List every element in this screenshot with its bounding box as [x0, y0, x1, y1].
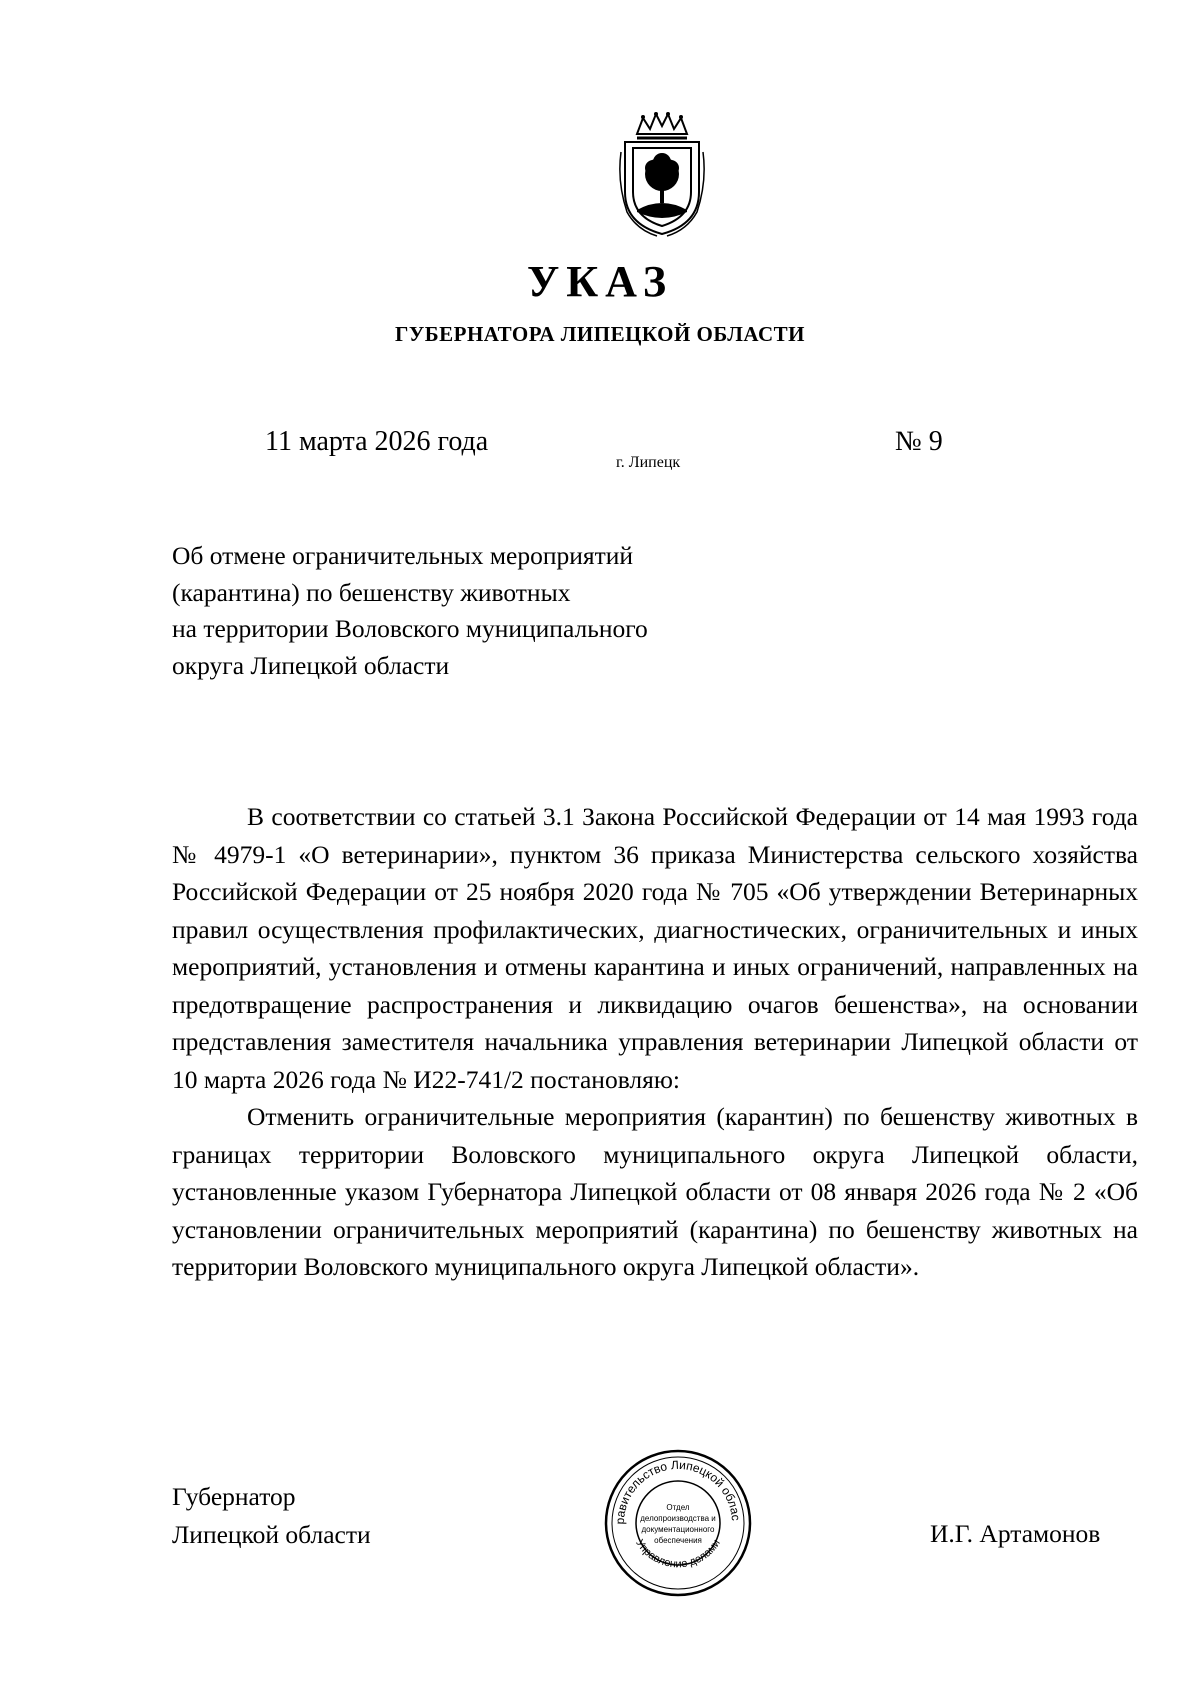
document-title: УКАЗ [526, 257, 674, 306]
signatory-name: И.Г. Артамонов [930, 1519, 1101, 1548]
official-seal-icon [603, 1448, 753, 1598]
subject-line: (карантина) по бешенству животных [172, 577, 571, 607]
seal-inner-text: обеспечения [654, 1536, 702, 1545]
seal-bottom-text: Управление делами [633, 1537, 723, 1571]
document-date: 11 марта 2026 года [265, 426, 489, 457]
seal-inner-text: документационного [641, 1525, 715, 1534]
subject-line: округа Липецкой области [172, 650, 450, 680]
signatory-position-line: Губернатор [172, 1482, 296, 1511]
document-number: № 9 [895, 426, 943, 457]
signatory-position-line: Липецкой области [172, 1519, 371, 1549]
subject-line: на территории Воловского муниципального [172, 614, 648, 643]
body-paragraph: Отменить ограничительные мероприятия (карантин) по бешенству животных в границах территории Воловского муниципального округа Липецкой области, установленные указом Губернатора Липецкой области от 08 января 2026 года № 2 «Об установлении ограничительных мероприятий (карантина) по бешенству животных на территории Воловского муниципального округа Липецкой области». [172, 1102, 1138, 1281]
subject-line: Об отмене ограничительных мероприятий [172, 541, 634, 570]
document-issuer: ГУБЕРНАТОРА ЛИПЕЦКОЙ ОБЛАСТИ [394, 322, 806, 346]
coat-of-arms-icon [617, 112, 707, 237]
body-paragraph: В соответствии со статьей 3.1 Закона Российской Федерации от 14 мая 1993 года № 4979-1 «О ветеринарии», пунктом 36 приказа Министерства сельского хозяйства Российской Федерации от 25 ноября 2020 года № 705 «Об утверждении Ветеринарных правил осуществления профилактических, диагностических, ограничительных и иных мероприятий, установления и отмены карантина и иных ограничений, направленных на предотвращение распространения и ликвидацию очагов бешенства», на основании представления заместителя начальника управления ветеринарии Липецкой области от 10 марта 2026 года № И22-741/2 постановляю: [172, 802, 1138, 1094]
seal-inner-text: Отдел [666, 1503, 690, 1512]
seal-inner-text: делопроизводства и [640, 1514, 716, 1523]
document-body [172, 798, 1138, 1286]
document-subject [172, 538, 732, 684]
signatory-position [172, 1478, 371, 1553]
seal-outer-text: равительство Липецкой облас [612, 1457, 743, 1525]
document-city: г. Липецк [616, 454, 681, 471]
